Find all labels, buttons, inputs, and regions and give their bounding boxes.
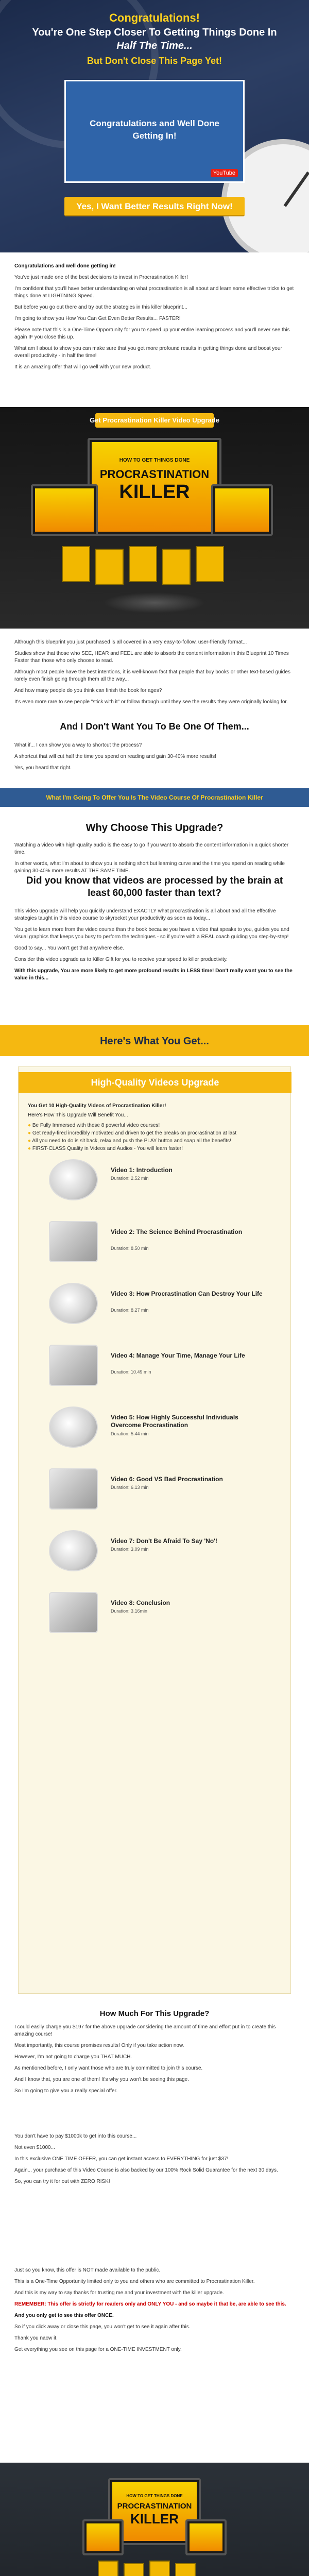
videos-panel-title: High-Quality Videos Upgrade xyxy=(91,1077,219,1088)
videos-intro-2: Here's How This Upgrade Will Benefit You... xyxy=(28,1112,128,1118)
video-title: Video 8: Conclusion xyxy=(111,1599,170,1606)
price-p7: You don't have to pay $1000k to get into this course... xyxy=(14,2133,137,2139)
video-thumbnail xyxy=(49,1592,98,1633)
why-p3: This video upgrade will help you quickly understand EXACTLY what procrastination is all about and all the effective strategies taught in this video course to skyrocket your productivity as soon as today... xyxy=(14,908,276,921)
upgrade-band-title: Get Procrastination Killer Video Upgrade xyxy=(90,416,219,424)
product-name-2: KILLER xyxy=(119,481,190,503)
intro-p5: I'm going to show you How You Can Get Even Better Results... FASTER! xyxy=(14,316,181,321)
product-box xyxy=(175,2563,196,2576)
video-item-6 xyxy=(49,1468,270,1515)
video-player[interactable] xyxy=(64,80,245,183)
intro-p1: Congratulations and well done getting in! xyxy=(14,263,116,269)
why-heading: Why Choose This Upgrade? xyxy=(85,822,224,834)
product-bundle-image xyxy=(82,2478,227,2576)
hero-warning: But Don't Close This Page Yet! xyxy=(87,56,222,66)
video-title: Video 1: Introduction xyxy=(111,1166,173,1174)
video-title: Video 7: Don't Be Afraid To Say 'No'! xyxy=(111,1537,218,1545)
bundle-product-name-2: KILLER xyxy=(130,2511,179,2527)
why-p7: With this upgrade, You are more likely to get more profound results in LESS time! Don't really want you to see the value in this... xyxy=(14,968,293,981)
hero-subheadline: You're One Step Closer To Getting Things Done In xyxy=(32,27,277,38)
mid-p3: Although most people have the best intentions, it is well-known fact that people that buy books or other text-based guides rarely even finish going through them all the way... xyxy=(14,669,290,682)
intro-p6: Please note that this is a One-Time Opportunity for you to speed up your entire learning process and you'll never see this again IF you close this up. xyxy=(14,327,290,340)
video-title: Video 5: How Highly Successful Individuals Overcome Procrastination xyxy=(111,1414,238,1429)
video-duration: Duration: 5.44 min xyxy=(111,1431,149,1436)
product-shadow xyxy=(103,592,206,613)
product-subtitle: HOW TO GET THINGS DONE xyxy=(119,457,190,463)
price-p2: Most importantly, this course promises results! Only if you take action now. xyxy=(14,2043,184,2048)
mid-p7: A shortcut that will cut half the time you spend on reading and gain 30-40% more results! xyxy=(14,754,216,759)
price-p1: I could easily charge you $197 for the above upgrade considering the amount of time and effort put in to create this amazing course! xyxy=(14,2024,276,2037)
laptop-mockup xyxy=(185,2519,227,2555)
video-item-5 xyxy=(49,1406,270,1453)
benefit-item: ● Be Fully Immersed with these 8 powerful video courses! xyxy=(28,1123,160,1128)
price-p18: Thank you naow it. xyxy=(14,2335,58,2341)
price-p19: Get everything you see on this page for a ONE-TIME INVESTMENT only. xyxy=(14,2347,182,2352)
price-p13: This is a One-Time Opportunity limited only to you and others who are committed to Procrastination Killer. xyxy=(14,2279,255,2284)
why-p6: Consider this video upgrade as to Killer Gift for you to receive your speed to killer productivity. xyxy=(14,957,228,962)
monitor-mockup xyxy=(88,438,221,536)
offer-section xyxy=(0,2463,309,2576)
price-p16: And you only get to see this offer ONCE. xyxy=(14,2313,114,2318)
cta-button-top[interactable]: Yes, I Want Better Results Right Now! xyxy=(64,197,245,216)
price-section xyxy=(14,2024,295,2099)
video-title: Video 3: How Procrastination Can Destroy Your Life xyxy=(111,1290,263,1297)
intro-p4: But before you go out there and try out the strategies in this killer blueprint... xyxy=(14,304,187,310)
video-title: Video 6: Good VS Bad Procrastination xyxy=(111,1476,223,1483)
bundle-product-subtitle: HOW TO GET THINGS DONE xyxy=(126,2494,183,2498)
price-p10: Again... your purchase of this Video Course is also backed by our 100% Rock Solid Guarantee for the next 30 days. xyxy=(14,2167,278,2173)
get-band xyxy=(0,1025,309,1056)
video-item-7 xyxy=(49,1530,270,1577)
product-name: PROCRASTINATION xyxy=(99,468,210,481)
product-box-2 xyxy=(95,549,124,585)
video-thumbnail xyxy=(49,1345,98,1386)
why-section xyxy=(14,842,295,879)
mid-p5: It's even more rare to see people "stick with it" or follow through until they see the results they were originally looking for. xyxy=(14,699,288,705)
benefit-item: ● Get ready-fired incredibly motivated and driven to get the breaks on procrastination at last xyxy=(28,1130,237,1136)
mid-p1: Although this blueprint you just purchased is all covered in a very easy-to-follow, user-friendly format... xyxy=(14,639,247,645)
product-box-5 xyxy=(196,546,224,582)
youtube-icon[interactable]: YouTube xyxy=(211,169,238,177)
benefit-item: ● FIRST-CLASS Quality in Videos and Audios - You will learn faster! xyxy=(28,1146,183,1151)
video-title: Congratulations and Well Done Getting In! xyxy=(90,118,219,141)
video-duration: Duration: 8.50 min xyxy=(111,1246,149,1251)
tablet-mockup xyxy=(82,2519,124,2555)
mid-section-2 xyxy=(14,742,295,776)
video-thumbnail xyxy=(49,1530,98,1571)
why-p2: In other words, what I'm about to show you is nothing short but learning curve and the time you spend on reading while gaining 30-40% more results AT THE SAME TIME. xyxy=(14,861,285,874)
hero-subheadline-italic: Half The Time... xyxy=(116,40,193,52)
product-box-4 xyxy=(162,549,191,585)
price-p6: So I'm going to give you a really special offer. xyxy=(14,2088,118,2094)
intro-p7: What am I about to show you can make sure that you get more profound results in getting things done and boost your overall productivity - in half the time! xyxy=(14,346,282,359)
price-p4: As mentioned before, I only want those who are truly committed to join this course. xyxy=(14,2065,203,2071)
laptop-mockup xyxy=(211,484,273,536)
price-p11: So, you can try it for out with ZERO RISK! xyxy=(14,2179,110,2184)
mid-p4: And how many people do you think can finish the book for ages? xyxy=(14,688,162,693)
mid-p6: What if... I can show you a way to shortcut the process? xyxy=(14,742,142,748)
price-p17: So if you click away or close this page, you won't get to see it again after this. xyxy=(14,2324,191,2330)
price-p15: REMEMBER: This offer is strictly for readers only and ONLY YOU - and so maybe it that be, are able to see this. xyxy=(14,2301,286,2307)
video-item-4 xyxy=(49,1345,270,1391)
price-p9: In this exclusive ONE TIME OFFER, you can get instant access to EVERYTHING for just $37! xyxy=(14,2156,229,2162)
video-thumbnail xyxy=(49,1468,98,1510)
product-box xyxy=(124,2563,144,2576)
price-heading: How Much For This Upgrade? xyxy=(99,2009,210,2018)
price-p3: However, I'm not going to charge you THAT MUCH. xyxy=(14,2054,132,2060)
video-item-8 xyxy=(49,1592,270,1638)
video-duration: Duration: 3.09 min xyxy=(111,1547,149,1552)
video-duration: Duration: 10.49 min xyxy=(111,1369,151,1375)
video-title: Video 2: The Science Behind Procrastination xyxy=(111,1228,243,1235)
price-p5: And I know that, you are one of them! It's why you won't be seeing this page. xyxy=(14,2077,190,2082)
product-box xyxy=(149,2561,170,2576)
video-thumbnail xyxy=(49,1283,98,1324)
video-thumbnail xyxy=(49,1406,98,1448)
mid-p8: Yes, you heard that right. xyxy=(14,765,72,771)
mid-p2: Studies show that those who SEE, HEAR and FEEL are able to absorb the content information in this Blueprint 10 Times Faster than those who only choose to read. xyxy=(14,651,289,664)
video-duration: Duration: 6.13 min xyxy=(111,1485,149,1490)
price-section-3 xyxy=(14,2267,295,2358)
why-section-2 xyxy=(14,908,295,986)
price-p14: And this is my way to say thanks for trusting me and your investment with the killer upgrade. xyxy=(14,2290,224,2296)
video-title: Video 4: Manage Your Time, Manage Your Life xyxy=(111,1352,245,1359)
video-item-2 xyxy=(49,1221,270,1267)
video-item-1 xyxy=(49,1159,270,1206)
video-item-3 xyxy=(49,1283,270,1329)
product-box-1 xyxy=(62,546,90,582)
video-thumbnail xyxy=(49,1221,98,1262)
video-duration: Duration: 8.27 min xyxy=(111,1308,149,1313)
upgrade-band xyxy=(0,407,309,629)
intro-section xyxy=(14,263,295,375)
why-big-heading: Did you know that videos are processed by the brain at least 60,000 faster than text? xyxy=(26,875,283,899)
bundle-product-name: PROCRASTINATION xyxy=(117,2502,192,2511)
why-p1: Watching a video with high-quality audio is the easy to go if you want to absorb the content information in a quick shorter time. xyxy=(14,842,289,855)
product-box-3 xyxy=(129,546,157,582)
intro-p3: I'm confident that you'll have better understanding on what procrastination is all about and learn some effective tricks to get things done at LIGHTNING Speed. xyxy=(14,286,294,299)
benefit-item: ● All you need to do is sit back, relax and push the PLAY button and soap all the benefits! xyxy=(28,1138,231,1144)
intro-p8: It is an amazing offer that will go well with your new product. xyxy=(14,364,151,370)
hero-section xyxy=(0,0,309,252)
price-section-2 xyxy=(14,2133,295,2190)
benefit-list xyxy=(28,1122,285,1153)
get-band-title: Here's What You Get... xyxy=(100,1036,209,1047)
hero-headline: Congratulations! xyxy=(109,11,200,24)
video-duration: Duration: 3.16min xyxy=(111,1608,148,1614)
video-thumbnail xyxy=(49,1159,98,1200)
tablet-mockup xyxy=(31,484,98,536)
mid-heading: And I Don't Want You To Be One Of Them... xyxy=(60,721,249,732)
intro-p2: You've just made one of the best decisions to invest in Procrastination Killer! xyxy=(14,275,188,280)
why-p4: You get to learn more from the video course than the book because you have a video that speaks to you, guides you and visual graphics that keeps you busy to perform the techniques - so if you're with a REAL coach guiding you step-by-step! xyxy=(14,927,289,940)
why-p5: Good to say... You won't get that anywhere else. xyxy=(14,945,124,951)
blue-band-title: What I'm Going To Offer You Is The Video Course Of Procrastination Killer xyxy=(46,794,263,801)
blue-band xyxy=(0,788,309,807)
product-box xyxy=(98,2561,118,2576)
price-p12: Just so you know, this offer is NOT made available to the public. xyxy=(14,2267,161,2273)
price-p8: Not even $1000... xyxy=(14,2145,55,2150)
video-duration: Duration: 2.52 min xyxy=(111,1176,149,1181)
videos-intro: You Get 10 High-Quality Videos of Procrastination Killer! xyxy=(28,1103,166,1109)
mid-section xyxy=(14,639,295,710)
